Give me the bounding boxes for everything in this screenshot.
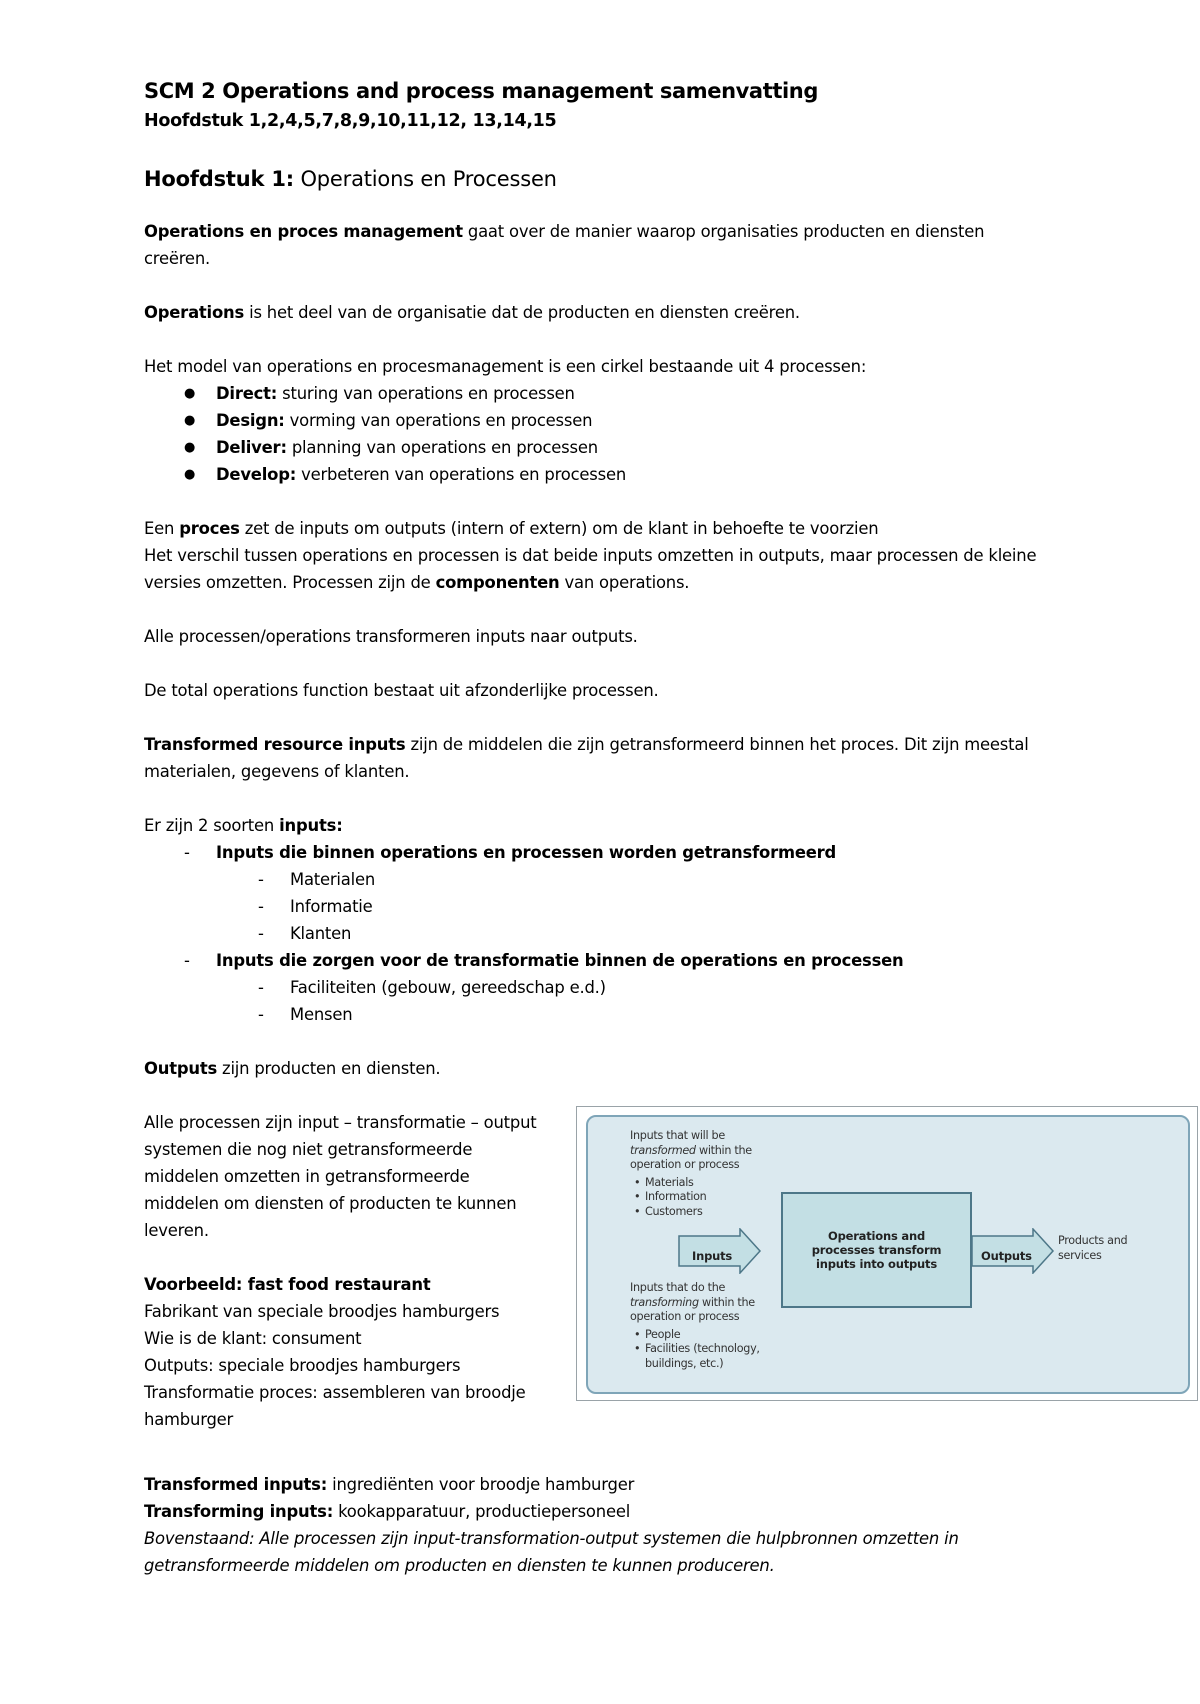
paragraph-outputs xyxy=(144,1055,1044,1082)
sub-list xyxy=(216,974,1044,1028)
list-item xyxy=(184,380,1044,407)
input-types-list xyxy=(144,839,1044,1028)
item-text: vorming van operations en processen xyxy=(289,411,593,430)
term: inputs: xyxy=(279,816,343,835)
paragraph-transformed-inputs xyxy=(144,1471,1044,1498)
dash-marker: - xyxy=(184,843,190,862)
paragraph-total-function: De total operations function bestaat uit afzonderlijke processen. xyxy=(144,681,659,700)
transforming-inputs-list xyxy=(630,1328,774,1372)
figure-list-item: • People xyxy=(634,1328,774,1343)
figure-panel xyxy=(586,1115,1190,1394)
example-line: Outputs: speciale broodjes hamburgers xyxy=(144,1356,461,1375)
transformed-inputs-list xyxy=(630,1176,780,1220)
dash-marker: - xyxy=(184,951,190,970)
figure-list-item: • Information xyxy=(634,1190,780,1205)
item-text: planning van operations en processen xyxy=(291,438,598,457)
example-heading xyxy=(144,1271,544,1298)
document-content xyxy=(144,76,1128,1579)
item-text: verbeteren van operations en processen xyxy=(301,465,627,484)
transforming-inputs-caption xyxy=(630,1281,780,1371)
sub-list-item xyxy=(258,866,1044,893)
summary-text: Bovenstaand: Alle processen zijn input-transformation-output systemen die hulpbronnen omzetten in getransformeerde middelen om producten en diensten te kunnen produceren. xyxy=(144,1529,959,1575)
paragraph-process xyxy=(144,515,1044,596)
paragraph-input-types xyxy=(144,812,1044,839)
example-line: Transformatie proces: assembleren van broodje hamburger xyxy=(144,1383,526,1429)
inputs-label: Inputs xyxy=(692,1249,733,1263)
paragraph-text: zijn de middelen die zijn getransformeerd binnen het proces. Dit zijn meestal materialen, gegevens of klanten. xyxy=(144,735,1029,781)
document-title: SCM 2 Operations and process management samenvatting xyxy=(144,79,818,103)
input-type-label: Inputs die zorgen voor de transformatie binnen de operations en processen xyxy=(216,951,904,970)
caption-text: Inputs that will be xyxy=(630,1129,725,1142)
text: Een xyxy=(144,519,175,538)
item-text: Faciliteiten (gebouw, gereedschap e.d.) xyxy=(290,978,606,997)
paragraph-text: kookapparatuur, productiepersoneel xyxy=(338,1502,631,1521)
paragraph-model: Het model van operations en procesmanagement is een cirkel bestaande uit 4 processen: xyxy=(144,357,867,376)
text: van operations. xyxy=(564,573,690,592)
list-item xyxy=(184,839,1044,947)
item-text: Informatie xyxy=(290,897,373,916)
document-subtitle: Hoofdstuk 1,2,4,5,7,8,9,10,11,12, 13,14,15 xyxy=(144,111,557,131)
term: Deliver: xyxy=(216,438,287,457)
example-line: Fabrikant van speciale broodjes hamburgers xyxy=(144,1302,500,1321)
text: zet de inputs om outputs (intern of extern) om de klant in behoefte te voorzien xyxy=(244,519,879,538)
list-item xyxy=(184,407,1044,434)
heading-text: Voorbeeld: fast food restaurant xyxy=(144,1275,431,1294)
term: Outputs xyxy=(144,1059,218,1078)
term: Operations xyxy=(144,303,245,322)
list-item xyxy=(184,434,1044,461)
sub-list-item xyxy=(258,893,1044,920)
paragraph-text: ingrediënten voor broodje hamburger xyxy=(332,1475,635,1494)
example-text-column xyxy=(144,1109,544,1433)
caption-text: Inputs that do the xyxy=(630,1281,726,1294)
figure-list-item: • Facilities (technology, buildings, etc.) xyxy=(634,1342,774,1371)
term: Transforming inputs: xyxy=(144,1502,334,1521)
term: proces xyxy=(179,519,240,538)
paragraph-text: gaat over de manier waarop organisaties producten en diensten creëren. xyxy=(144,222,985,268)
example-section xyxy=(144,1109,1128,1447)
products-services-label: Products and services xyxy=(1058,1234,1128,1262)
item-text: Materialen xyxy=(290,870,376,889)
outputs-label: Outputs xyxy=(981,1249,1032,1263)
list-item xyxy=(184,461,1044,488)
dash-marker: - xyxy=(258,870,264,889)
list-item xyxy=(184,947,1044,1028)
chapter-name: Operations en Processen xyxy=(300,167,557,191)
term: Develop: xyxy=(216,465,297,484)
paragraph-operations-management xyxy=(144,218,1044,272)
paragraph-operations xyxy=(144,299,1044,326)
operations-process-box xyxy=(781,1192,972,1308)
caption-text: within the operation or process xyxy=(630,1143,752,1171)
caption-italic: transforming xyxy=(630,1295,699,1309)
example-line: Wie is de klant: consument xyxy=(144,1329,362,1348)
sub-list-item xyxy=(258,1001,1044,1028)
sub-list-item xyxy=(258,974,1044,1001)
caption-italic: transformed xyxy=(630,1143,696,1157)
dash-marker: - xyxy=(258,978,264,997)
item-text: Mensen xyxy=(290,1005,353,1024)
dash-marker: - xyxy=(258,897,264,916)
item-text: Klanten xyxy=(290,924,352,943)
dash-marker: - xyxy=(258,1005,264,1024)
ito-model-figure xyxy=(576,1106,1198,1401)
chapter-label: Hoofdstuk 1: xyxy=(144,167,294,191)
paragraph-text: zijn producten en diensten. xyxy=(222,1059,441,1078)
term: Transformed inputs: xyxy=(144,1475,328,1494)
paragraph-transformed-resources xyxy=(144,731,1044,785)
sub-list xyxy=(216,866,1044,947)
figure-list-item: • Customers xyxy=(634,1205,780,1220)
text: Het verschil tussen operations en processen is dat beide inputs omzetten in outputs, maar processen de kleine versies omzetten. Processen zijn de xyxy=(144,546,1037,592)
paragraph-transforming-inputs xyxy=(144,1498,1044,1525)
input-type-label: Inputs die binnen operations en processen worden getransformeerd xyxy=(216,843,837,862)
sub-list-item xyxy=(258,920,1044,947)
term: Operations en proces management xyxy=(144,222,463,241)
transformed-inputs-caption xyxy=(630,1129,780,1219)
item-text: sturing van operations en processen xyxy=(282,384,575,403)
paragraph-summary xyxy=(144,1525,1044,1579)
figure-list-item: • Materials xyxy=(634,1176,780,1191)
box-text: Operations and processes transform inputs into outputs xyxy=(811,1229,942,1271)
term: Transformed resource inputs xyxy=(144,735,406,754)
caption-text: within the operation or process xyxy=(630,1295,755,1323)
text: Er zijn 2 soorten xyxy=(144,816,275,835)
dash-marker: - xyxy=(258,924,264,943)
model-list xyxy=(144,380,1044,488)
chapter-heading xyxy=(144,164,1044,194)
paragraph-ito-systems: Alle processen zijn input – transformatie – output systemen die nog niet getransformeerde middelen omzetten in getransformeerde middelen om diensten of producten te kunnen leveren. xyxy=(144,1113,537,1240)
paragraph-text: is het deel van de organisatie dat de producten en diensten creëren. xyxy=(249,303,800,322)
term: Design: xyxy=(216,411,285,430)
term: Direct: xyxy=(216,384,278,403)
term: componenten xyxy=(435,573,560,592)
paragraph-transform: Alle processen/operations transformeren inputs naar outputs. xyxy=(144,627,638,646)
